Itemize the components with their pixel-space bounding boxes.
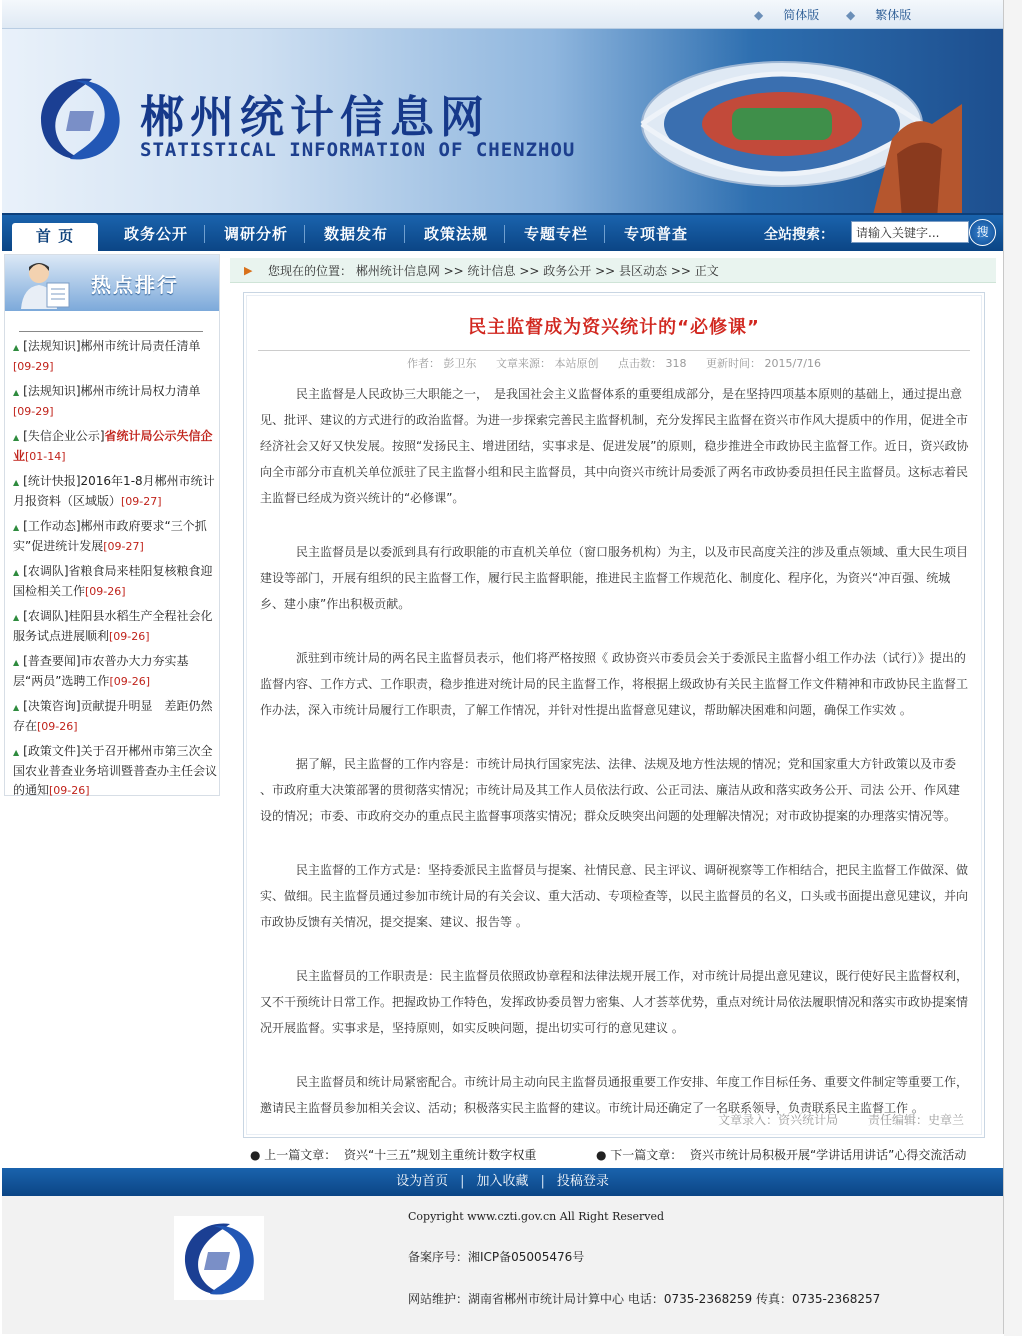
- triangle-icon: ▲: [13, 748, 20, 757]
- item-date: [09-29]: [13, 405, 54, 418]
- divider: [19, 331, 203, 332]
- item-date: [09-26]: [109, 630, 150, 643]
- item-date: [09-26]: [49, 784, 90, 797]
- breadcrumb-text[interactable]: 您现在的位置： 郴州统计信息网 >> 统计信息 >> 政务公开 >> 县区动态 >> 正文: [268, 264, 719, 278]
- page-margin: [1004, 0, 1022, 1336]
- hot-ranking-title: 热点排行: [91, 273, 179, 297]
- nav-census[interactable]: 专项普查: [624, 225, 689, 243]
- nav-divider: [504, 225, 505, 243]
- site-footer: [2, 1196, 1003, 1334]
- nav-divider: [204, 225, 205, 243]
- site-banner: [2, 29, 1003, 213]
- article-credits: [692, 1111, 964, 1128]
- simplified-link[interactable]: [754, 6, 819, 23]
- nav-government-affairs[interactable]: 政务公开: [124, 225, 189, 243]
- simplified-label: 简体版: [783, 8, 820, 22]
- item-title: [农调队]省粮食局来桂阳复核粮食迎国检相关工作: [13, 564, 213, 598]
- article-paragraph: 民主监督员是以委派到具有行政职能的市直机关单位（窗口服务机构）为主，以及市民高度关注的涉及重点领域、重大民生项目建设等部门，开展有组织的民主监督工作，履行民主监督职能，推进民主监督工作规范化、制度化、程序化，为资兴“冲百强、统城乡、建小康”作出积极贡献。: [260, 545, 969, 611]
- prev-article-link[interactable]: ● 上一篇文章： 资兴“十三五”规划主重统计数字权重: [250, 1148, 537, 1162]
- maintenance-info: 网站维护：湖南省郴州市统计局计算中心 电话：0735-2368259 传真：0735-2368257: [408, 1292, 881, 1306]
- divider: [258, 350, 970, 351]
- article-author: 作者： 彭卫东: [407, 357, 477, 370]
- bullet-icon: ◆: [754, 8, 764, 22]
- hot-ranking-header: [5, 255, 219, 311]
- stadium-image: [632, 44, 962, 213]
- item-title: [统计快报]2016年1-8月郴州市统计月报资料（区域版）: [13, 474, 215, 508]
- article-paragraph: 民主监督员的工作职责是：民主监督员依照政协章程和法律法规开展工作，对市统计局提出意见建议，既行使好民主监督权利， 又不干预统计日常工作。把握政协工作特色，发挥政协委员智力密集、人才荟萃优势，重点对统计局依法履职情况和落实市政协提案情况开展监督。实事求是，坚持原则，如实反映问题，提出切实可行的意见建议 。: [260, 969, 975, 1035]
- article-hits: 点击数： 318: [618, 357, 687, 370]
- item-title: [法规知识]郴州市统计局权力清单: [23, 384, 201, 398]
- nav-home[interactable]: 首 页: [12, 223, 98, 251]
- nav-policy[interactable]: 政策法规: [424, 225, 489, 243]
- search-button[interactable]: 搜: [969, 219, 996, 246]
- item-date: [09-26]: [85, 585, 126, 598]
- set-homepage-link[interactable]: 设为首页: [396, 1174, 449, 1189]
- article-paragraph: 据了解，民主监督的工作内容是：市统计局执行国家宪法、法律、法规及地方性法规的情况；党和国家重大方针政策以及市委 、市政府重大决策部署的贯彻落实情况；市统计局及其工作人员依法行政、公正司法、廉洁从政和落实政务公开、司法 公开、作风建设的情况；市委、市政府交办的重点民主监督事项落实情况；群众反映突出问题的处理解决情况；对市政协提案的办理落实情况等。: [260, 757, 960, 823]
- article-updated: 更新时间： 2015/7/16: [706, 357, 821, 370]
- nav-data-release[interactable]: 数据发布: [324, 225, 389, 243]
- triangle-icon: ▲: [13, 433, 20, 442]
- separator: |: [540, 1174, 545, 1189]
- traditional-link[interactable]: [846, 6, 911, 23]
- next-title: 资兴市统计局积极开展“学讲话用讲话”心得交流活动: [689, 1148, 967, 1162]
- hot-ranking-item[interactable]: [9, 562, 217, 601]
- search-label: 全站搜索：: [764, 227, 834, 243]
- bullet-icon: ◆: [846, 8, 856, 22]
- site-subtitle: STATISTICAL INFORMATION OF CHENZHOU: [140, 139, 576, 161]
- hot-ranking-list: [9, 337, 217, 806]
- article-entry: 文章录入：资兴统计局: [718, 1113, 839, 1127]
- nav-research[interactable]: 调研分析: [224, 225, 289, 243]
- article-paragraph: 派驻到市统计局的两名民主监督员表示，他们将严格按照《 政协资兴市委员会关于委派民主监督小组工作办法（试行）》提出的监督内容、工作方式、工作职责，稳步推进对统计局的民主监督工作，将根据上级政协有关民主监督工作文件精神和市政协民主监督工作办法，深入市统计局履行工作职责，了解工作情况，并针对性提出监督意见建议，帮助解决困难和问题，确保工作实效 。: [260, 651, 969, 717]
- article-paragraph: 民主监督的工作方式是：坚持委派民主监督员与提案、社情民意、民主评议、调研视察等工作相结合，把民主监督工作做深、做实、做细。民主监督员通过参加市统计局的有关会议、重大活动、专项检查等，以民主监督员的名义，口头或书面提出意见建议，并向市政协反馈有关情况，提交提案、建议、报告等 。: [260, 863, 969, 929]
- article-meta: [244, 355, 984, 371]
- item-title: [农调队]桂阳县水稻生产全程社会化服务试点进展顺利: [13, 609, 213, 643]
- copyright: Copyright www.czti.gov.cn All Right Reserved: [408, 1210, 665, 1223]
- triangle-icon: ▲: [13, 478, 20, 487]
- hot-ranking-item[interactable]: [9, 472, 217, 511]
- article-title: 民主监督成为资兴统计的“必修课”: [468, 317, 760, 338]
- prev-title: 资兴“十三五”规划主重统计数字权重: [343, 1148, 537, 1162]
- separator: |: [460, 1174, 465, 1189]
- item-date: [09-29]: [13, 360, 54, 373]
- breadcrumb: [230, 258, 996, 283]
- traditional-label: 繁体版: [875, 8, 912, 22]
- hot-ranking-item[interactable]: [9, 427, 217, 466]
- item-title: [法规知识]郴州市统计局责任清单: [23, 339, 201, 353]
- add-favorite-link[interactable]: 加入收藏: [476, 1174, 529, 1189]
- triangle-icon: ▲: [13, 658, 20, 667]
- article-body: [260, 381, 975, 1149]
- nav-divider: [604, 225, 605, 243]
- main-nav: [2, 213, 1003, 251]
- icp-record: 备案序号：湘ICP备05005476号: [408, 1250, 585, 1264]
- triangle-icon: ▲: [13, 568, 20, 577]
- item-title: [失信企业公示]: [23, 429, 105, 443]
- search-input[interactable]: [851, 221, 969, 243]
- item-highlight: 省统计局公示失信企业: [13, 429, 213, 463]
- hot-ranking-item[interactable]: [9, 697, 217, 736]
- item-title: [政策文件]关于召开郴州市第三次全国农业普查业务培训暨普查办主任会议的通知: [13, 744, 218, 797]
- submission-login-link[interactable]: 投稿登录: [556, 1174, 609, 1189]
- triangle-icon: ▲: [13, 343, 20, 352]
- hot-ranking-item[interactable]: [9, 337, 217, 376]
- hot-ranking-item[interactable]: [9, 652, 217, 691]
- article-paragraph: 民主监督员和统计局紧密配合。市统计局主动向民主监督员通报重要工作安排、年度工作目标任务、重要文件制定等重要工作，邀请民主监督员参加相关会议、活动；积极落实民主监督的建议。市统计局还确定了一名联系领导，负责联系民主监督工作 。: [260, 1075, 969, 1115]
- article-paragraph: 民主监督是人民政协三大职能之一， 是我国社会主义监督体系的重要组成部分，是在坚持四项基本原则的基础上，通过提出意见、批评、建议的方式进行的政治监督。为进一步探索完善民主监督机制，充分发挥民主监督在资兴市作风大提质中的作用，促进全市经济社会又好又快发展。按照“发扬民主、增进团结，实事求是、促进发展”的原则，稳步推进全市政协民主监督工作。近日，资兴政协向全市部分市直机关单位派驻了民主监督小组和民主监督员，其中向资兴市统计局委派了两名市政协委员担任民主监督员。这标志着民主监督已经成为资兴统计的“必修课”。: [260, 387, 969, 505]
- triangle-icon: ▲: [13, 613, 20, 622]
- page: [2, 0, 1004, 1334]
- site-logo-icon: [30, 69, 130, 169]
- article-editor: 责任编辑：史章兰: [867, 1113, 964, 1127]
- item-date: [01-14]: [25, 450, 66, 463]
- nav-divider: [404, 225, 405, 243]
- user-avatar-icon: [17, 259, 75, 309]
- next-label: 下一篇文章：: [610, 1148, 683, 1162]
- footer-links: [2, 1168, 1003, 1196]
- prev-label: 上一篇文章：: [264, 1148, 337, 1162]
- hot-ranking-panel: [4, 254, 220, 796]
- site-title: 郴州统计信息网: [140, 92, 490, 143]
- hot-ranking-item[interactable]: [9, 382, 217, 421]
- nav-divider: [304, 225, 305, 243]
- footer-logo-icon: [174, 1216, 264, 1300]
- hot-ranking-item[interactable]: [9, 517, 217, 556]
- hot-ranking-item[interactable]: [9, 607, 217, 646]
- triangle-icon: ▲: [13, 388, 20, 397]
- nav-special-topics[interactable]: 专题专栏: [524, 225, 589, 243]
- item-title: [普查要闻]市农普办大力夯实基层“两员”选聘工作: [13, 654, 189, 688]
- item-date: [09-26]: [37, 720, 78, 733]
- language-bar: [2, 0, 1003, 29]
- item-title: [决策咨询]贡献提升明显 差距仍然存在: [13, 699, 213, 733]
- item-date: [09-27]: [103, 540, 144, 553]
- item-date: [09-26]: [109, 675, 150, 688]
- hot-ranking-item[interactable]: [9, 742, 217, 800]
- article-panel: [243, 292, 985, 1138]
- next-article-link[interactable]: ● 下一篇文章： 资兴市统计局积极开展“学讲话用讲话”心得交流活动: [596, 1148, 967, 1162]
- item-date: [09-27]: [121, 495, 162, 508]
- triangle-icon: ▲: [13, 523, 20, 532]
- article-source: 文章来源： 本站原创: [496, 357, 599, 370]
- arrow-icon: ▶: [244, 264, 253, 277]
- triangle-icon: ▲: [13, 703, 20, 712]
- item-title: [工作动态]郴州市政府要求“三个抓实”促进统计发展: [13, 519, 207, 553]
